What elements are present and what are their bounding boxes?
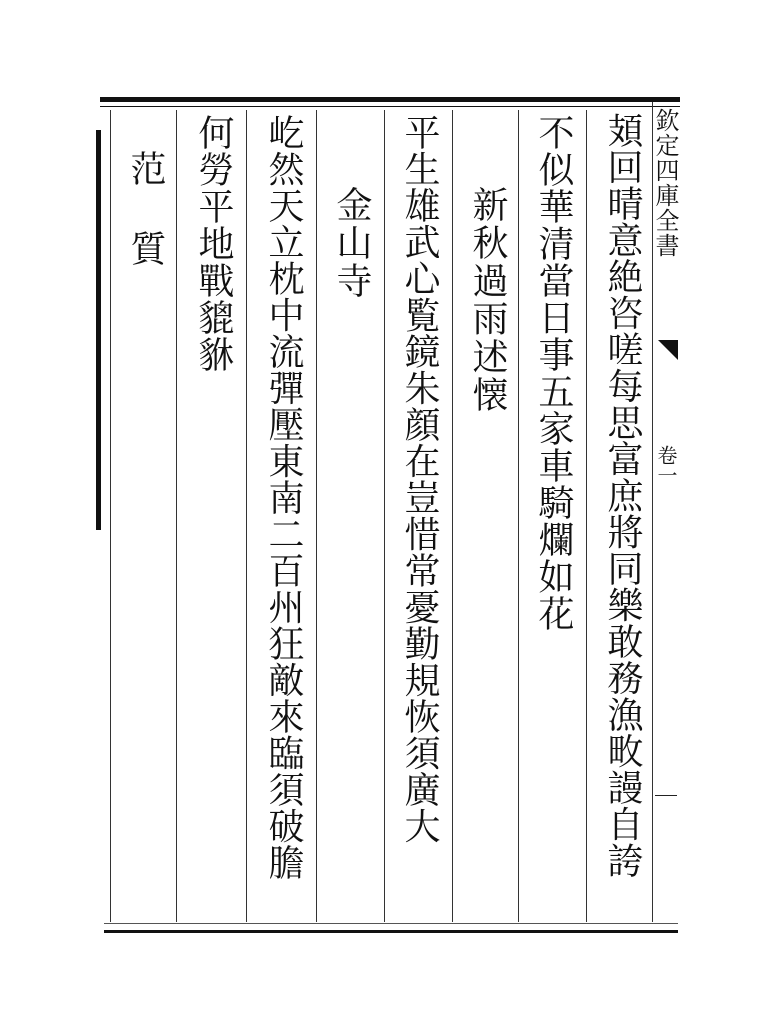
column-divider <box>586 110 587 922</box>
text-column-8 <box>117 150 173 270</box>
left-border <box>96 130 101 530</box>
column-divider <box>518 110 519 922</box>
column-divider <box>384 110 385 922</box>
volume-label: 卷一 <box>654 445 678 485</box>
bottom-border-thin <box>104 923 678 924</box>
text-column-1 <box>594 112 650 879</box>
top-border-thick <box>100 97 680 102</box>
author-name: 范 質 <box>125 150 166 270</box>
column-text: 何勞平地戰貔貅 <box>193 114 234 373</box>
column-divider <box>110 110 111 922</box>
column-text: 平生雄武心覧鏡朱顔在豈惜常憂勤規恢須廣大 <box>399 114 440 844</box>
margin-tick <box>655 795 677 796</box>
text-column-7 <box>185 114 241 373</box>
poem-title: 金山寺 <box>331 186 372 300</box>
text-column-4 <box>391 114 447 844</box>
column-text: 頍回晴意絶咨嗟每思富庶將同樂敢務漁畋謾自誇 <box>602 112 643 879</box>
column-text: 不似華清當日事五家車騎爛如花 <box>533 114 574 632</box>
fish-tail-mark <box>658 340 678 360</box>
poem-title: 新秋過雨述懐 <box>467 186 508 414</box>
text-column-3 <box>459 186 515 414</box>
column-divider <box>246 110 247 922</box>
column-divider <box>176 110 177 922</box>
column-text: 屹然天立枕中流彈壓東南二百州狂敵來臨須破膽 <box>263 114 304 881</box>
text-column-5 <box>323 186 379 300</box>
text-column-6 <box>255 114 311 881</box>
book-title: 欽定四庫全書 <box>651 108 679 258</box>
bottom-border-thick <box>104 930 678 933</box>
column-divider <box>316 110 317 922</box>
top-border-thin <box>100 106 680 107</box>
text-column-2 <box>525 114 581 632</box>
column-divider <box>452 110 453 922</box>
